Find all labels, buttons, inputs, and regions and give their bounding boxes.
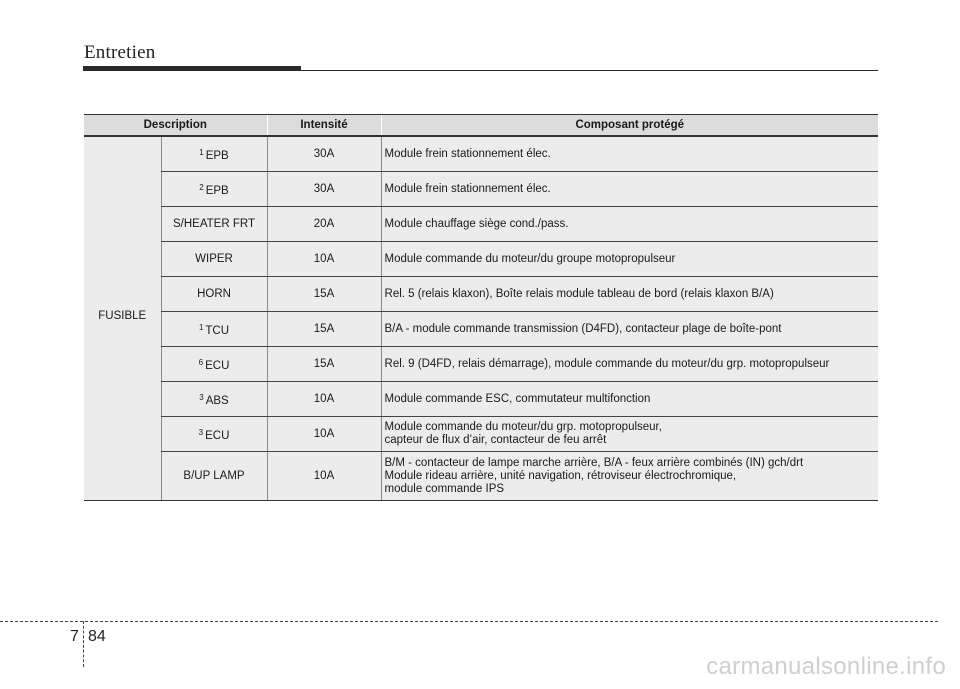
fuse-index-superscript: 1 xyxy=(199,147,204,157)
table-row xyxy=(84,382,878,417)
fuse-name-cell xyxy=(161,347,267,382)
table-row xyxy=(84,347,878,382)
table-body xyxy=(84,136,878,501)
fuse-table-container xyxy=(84,114,878,501)
table-row xyxy=(84,452,878,501)
table-row xyxy=(84,277,878,312)
protected-component-cell xyxy=(381,312,878,347)
protected-component-line: capteur de flux d’air, contacteur de feu arrêt xyxy=(384,434,607,446)
fuse-name-cell xyxy=(161,207,267,242)
fuse-index-superscript: 3 xyxy=(199,392,204,402)
protected-component-cell xyxy=(381,136,878,172)
table-row xyxy=(84,136,878,172)
protected-component-line: Rel. 5 (relais klaxon), Boîte relais module tableau de bord (relais klaxon B/A) xyxy=(384,287,774,300)
fuse-table xyxy=(84,114,878,501)
column-header-intensity: Intensité xyxy=(267,115,381,137)
table-row xyxy=(84,207,878,242)
fuse-name: WIPER xyxy=(195,252,233,265)
protected-component-line: Module rideau arrière, unité navigation, rétroviseur électrochromique, xyxy=(384,469,737,482)
protected-component-line: Module commande ESC, commutateur multifonction xyxy=(384,392,651,405)
fuse-amperage-cell: 15A xyxy=(267,277,381,312)
fuse-amperage-cell: 10A xyxy=(267,417,381,452)
protected-component-line: module commande IPS xyxy=(384,482,505,495)
fuse-name: ABS xyxy=(205,394,229,407)
table-row xyxy=(84,172,878,207)
fuse-name-cell xyxy=(161,382,267,417)
fuse-name: EPB xyxy=(205,149,229,162)
protected-component-cell xyxy=(381,277,878,312)
table-row xyxy=(84,417,878,452)
fuse-name-cell xyxy=(161,172,267,207)
fuse-amperage-cell: 10A xyxy=(267,242,381,277)
fuse-name: EPB xyxy=(205,184,229,197)
fuse-name: ECU xyxy=(205,359,230,372)
fuse-amperage-cell: 30A xyxy=(267,136,381,172)
protected-component-cell xyxy=(381,242,878,277)
fuse-amperage-cell: 20A xyxy=(267,207,381,242)
protected-component-cell xyxy=(381,452,878,501)
protected-component-line: Rel. 9 (D4FD, relais démarrage), module commande du moteur/du grp. motopropulseur xyxy=(384,357,830,370)
fuse-name: ECU xyxy=(205,429,230,442)
footer-dashed-divider xyxy=(83,621,84,667)
chapter-number: 7 xyxy=(70,628,79,645)
table-header-row xyxy=(84,115,878,137)
protected-component-line: B/A - module commande transmission (D4FD), contacteur plage de boîte-pont xyxy=(384,322,782,335)
fuse-name-cell xyxy=(161,417,267,452)
protected-component-cell xyxy=(381,417,878,452)
fuse-name: TCU xyxy=(205,324,230,337)
protected-component-line: Module frein stationnement élec. xyxy=(384,182,551,195)
protected-component-line: Module commande du moteur/du grp. motopropulseur, xyxy=(384,421,662,433)
protected-component-line: Module commande du moteur/du groupe motopropulseur xyxy=(384,252,676,265)
protected-component-line: B/M - contacteur de lampe marche arrière, B/A - feux arrière combinés (IN) gch/drt xyxy=(384,456,804,469)
watermark: carmanualsonline.info xyxy=(706,653,946,680)
footer-dashed-rule xyxy=(0,621,938,622)
header-rule-thick xyxy=(83,66,301,71)
fuse-name-cell xyxy=(161,242,267,277)
header-rule-thin xyxy=(301,70,878,71)
table-row xyxy=(84,242,878,277)
fuse-amperage-cell: 10A xyxy=(267,452,381,501)
fuse-index-superscript: 2 xyxy=(199,182,204,192)
column-header-description: Description xyxy=(84,115,267,137)
fuse-amperage-cell: 10A xyxy=(267,382,381,417)
fuse-amperage-cell: 15A xyxy=(267,347,381,382)
protected-component-line: Module chauffage siège cond./pass. xyxy=(384,217,569,230)
fuse-name-cell xyxy=(161,277,267,312)
fuse-index-superscript: 1 xyxy=(198,322,204,332)
page-title: Entretien xyxy=(84,42,156,63)
fuse-amperage-cell: 15A xyxy=(267,312,381,347)
page-number: 84 xyxy=(88,628,106,645)
protected-component-cell xyxy=(381,382,878,417)
fuse-name-cell xyxy=(161,136,267,172)
fuse-name: B/UP LAMP xyxy=(183,469,245,482)
column-header-component: Composant protégé xyxy=(381,115,878,137)
fuse-name-cell xyxy=(161,312,267,347)
fuse-index-superscript: 6 xyxy=(198,357,204,367)
group-label: FUSIBLE xyxy=(84,136,161,501)
protected-component-line: Module frein stationnement élec. xyxy=(384,147,551,160)
table-row xyxy=(84,312,878,347)
fuse-name: HORN xyxy=(197,287,231,300)
fuse-index-superscript: 3 xyxy=(198,427,204,437)
protected-component-cell xyxy=(381,172,878,207)
fuse-amperage-cell: 30A xyxy=(267,172,381,207)
protected-component-cell xyxy=(381,207,878,242)
fuse-name-cell xyxy=(161,452,267,501)
fuse-name: S/HEATER FRT xyxy=(173,217,255,230)
protected-component-cell xyxy=(381,347,878,382)
